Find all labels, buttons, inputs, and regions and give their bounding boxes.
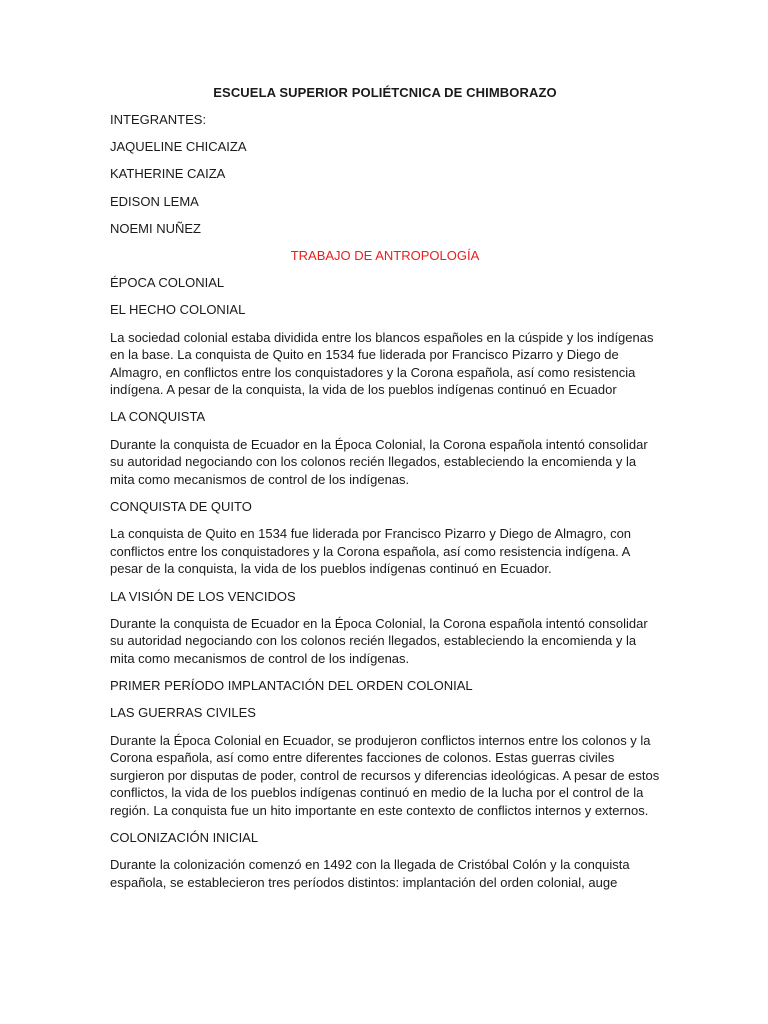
section-paragraph: Durante la colonización comenzó en 1492 con la llegada de Cristóbal Colón y la conquista española, se establecieron tres períodos distintos: implantación del orden colonial, auge (110, 857, 630, 890)
section-heading: ÉPOCA COLONIAL (110, 275, 225, 291)
member-name: JAQUELINE CHICAIZA (110, 139, 247, 155)
document-title: ESCUELA SUPERIOR POLIÉTCNICA DE CHIMBORAZO (213, 85, 557, 100)
section-heading: LA VISIÓN DE LOS VENCIDOS (110, 588, 296, 604)
section-paragraph: La sociedad colonial estaba dividida entre los blancos españoles en la cúspide y los indígenas en la base. La conquista de Quito en 1534 fue liderada por Francisco Pizarro y Diego de Almagro, en conflictos entre los conquistadores y la Corona española, así como resistencia indígena. A pesar de la conquista, la vida de los pueblos indígenas continuó en Ecuador (110, 329, 654, 398)
section-heading: COLONIZACIÓN INICIAL (110, 830, 259, 846)
section-paragraph: Durante la Época Colonial en Ecuador, se produjeron conflictos internos entre los colonos y la Corona española, así como entre diferentes facciones de colonos. Estas guerras civiles surgieron por disputas de poder, control de recursos y diferencias ideológicas. A pesar de estos conflictos, la vida de los pueblos indígenas continuó en medio de la lucha por el control de la región. La conquista fue un hito importante en este contexto de conflictos internos y externos. (110, 732, 660, 818)
section-heading: PRIMER PERÍODO IMPLANTACIÓN DEL ORDEN COLONIAL (110, 678, 473, 694)
section-heading: EL HECHO COLONIAL (110, 302, 246, 318)
member-name: EDISON LEMA (110, 193, 199, 209)
section-heading: LA CONQUISTA (110, 409, 206, 425)
section-paragraph: Durante la conquista de Ecuador en la Época Colonial, la Corona española intentó consolidar su autoridad negociando con los colonos recién llegados, estableciendo la encomienda y la mita como mecanismos de control de los indígenas. (110, 615, 648, 666)
section-heading: LAS GUERRAS CIVILES (110, 705, 256, 721)
section-paragraph: Durante la conquista de Ecuador en la Época Colonial, la Corona española intentó consolidar su autoridad negociando con los colonos recién llegados, estableciendo la encomienda y la mita como mecanismos de control de los indígenas. (110, 436, 648, 487)
subject-title: TRABAJO DE ANTROPOLOGÍA (290, 247, 480, 263)
section-paragraph: La conquista de Quito en 1534 fue liderada por Francisco Pizarro y Diego de Almagro, con conflictos entre los conquistadores y la Corona española, así como resistencia indígena. A pesar de la conquista, la vida de los pueblos indígenas continuó en Ecuador. (110, 526, 632, 577)
member-name: KATHERINE CAIZA (110, 166, 226, 182)
section-heading: CONQUISTA DE QUITO (110, 499, 252, 515)
member-name: NOEMI NUÑEZ (110, 220, 201, 236)
members-label: INTEGRANTES: (110, 112, 207, 127)
document-page (110, 84, 660, 901)
